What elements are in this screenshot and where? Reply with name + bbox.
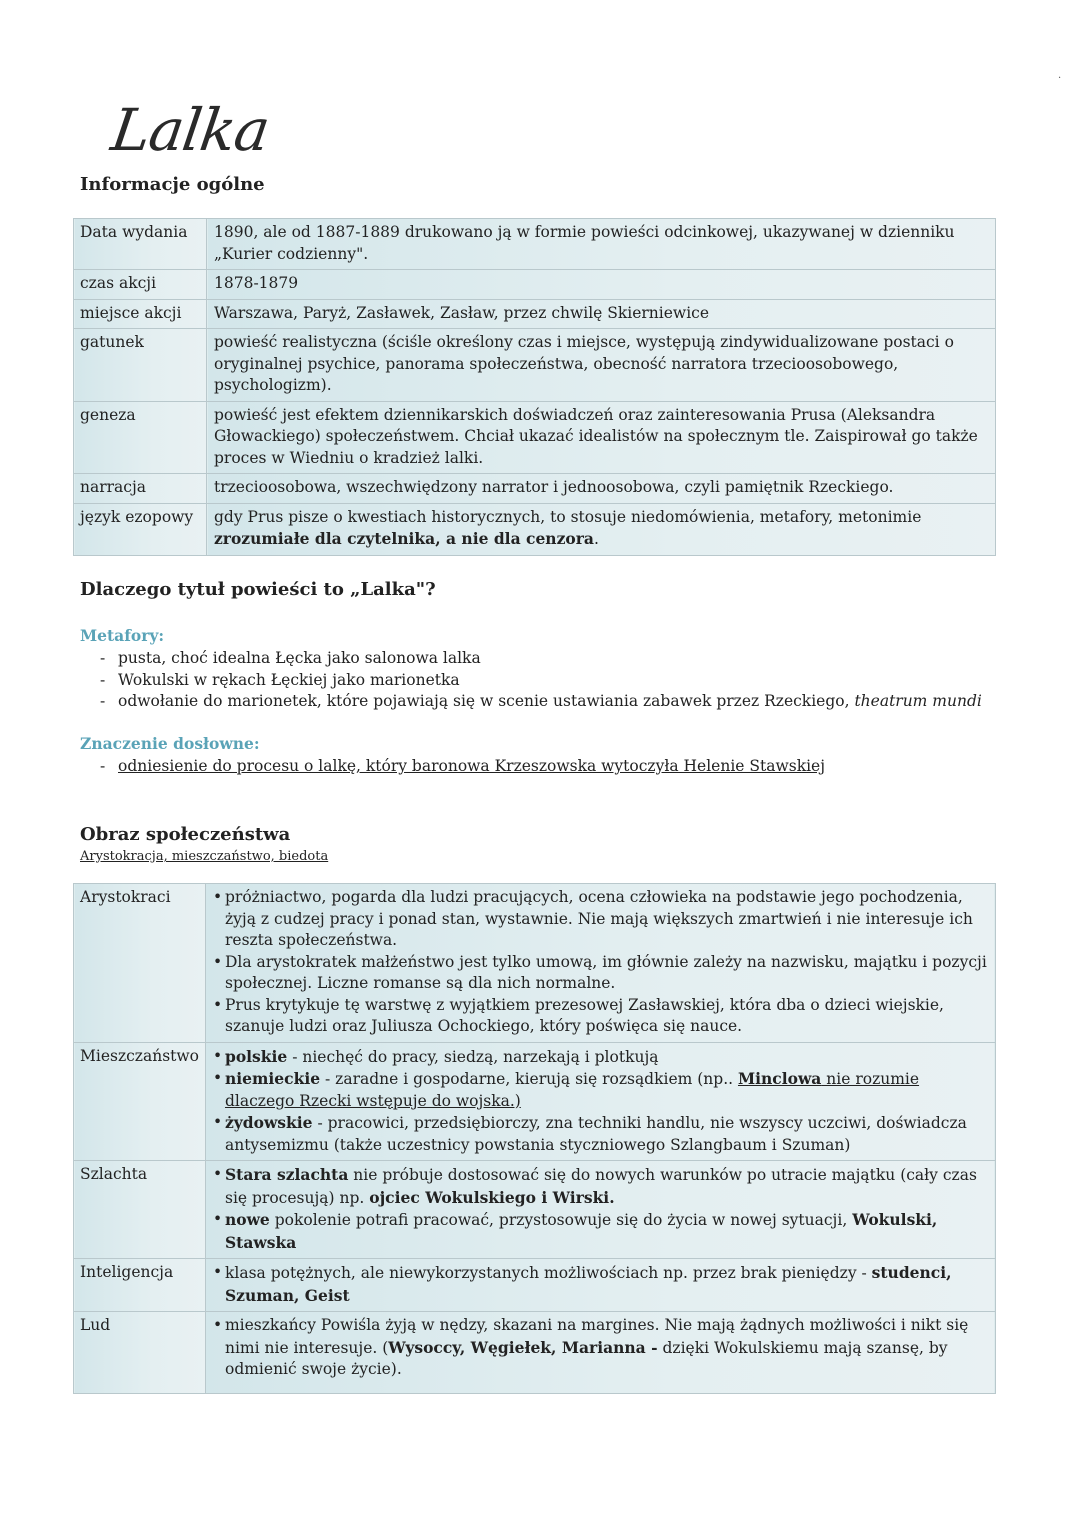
table-row (74, 270, 996, 300)
table-row (74, 299, 996, 329)
table-row (74, 1042, 996, 1161)
row-label: miejsce akcji (74, 299, 207, 329)
row-label: Inteligencja (74, 1259, 206, 1312)
metaphors-list (98, 648, 982, 713)
info-table (73, 218, 996, 556)
value-text: . (593, 530, 599, 548)
value-text: gdy Prus pisze o kwestiach historycznych, to stosuje niedomówienia, metafory, metonimie (214, 507, 922, 526)
list-item (98, 756, 825, 778)
list-item: - pusta, choć idealna Łęcka jako salonowa lalka (98, 648, 982, 670)
row-label: Data wydania (74, 219, 207, 270)
row-value (205, 1259, 995, 1312)
row-value (205, 1042, 995, 1161)
table-row (74, 474, 996, 504)
bullet-item: • próżniactwo, pogarda dla ludzi pracujących, ocena człowieka na podstawie jego pochodzenia, żyją z cudzej pracy i ponad stan, wystawnie. Nie mają większych zmartwień i nie interesuje ich reszta społeczeństwa. (212, 888, 973, 949)
row-value (205, 884, 995, 1043)
value-bold: zrozumiałe dla czytelnika, a nie dla cenzora (214, 529, 594, 548)
row-value (205, 1312, 995, 1394)
list-item-text: odniesienie do procesu o lalkę, który baronowa Krzeszowska wytoczyła Helenie Stawskiej (118, 757, 826, 775)
row-value: powieść jest efektem dziennikarskich doświadczeń oraz zainteresowania Prusa (Aleksandra Głowackiego) społeczeństwem. Chciał ukazać idealistów na społecznym tle. Zaispirował go także proces w Wiedniu o kradzież lalki. (207, 401, 996, 474)
literal-meaning-label: Znaczenie dosłowne: (80, 734, 260, 753)
section-subtitle: Arystokracja, mieszczaństwo, biedota (80, 849, 329, 864)
bullet-item: • Stara szlachta nie próbuje dostosować się do nowych warunków po utracie majątku (cały czas się procesują) np. ojciec Wokulskiego i Wirski. (212, 1165, 977, 1207)
list-item: - Wokulski w rękach Łęckiej jako marionetka (98, 670, 982, 692)
table-row (74, 1312, 996, 1394)
row-value (205, 1161, 995, 1259)
row-value (207, 503, 996, 555)
row-label: geneza (74, 401, 207, 474)
table-row (74, 1259, 996, 1312)
bullet-item: • mieszkańcy Powiśla żyją w nędzy, skazani na margines. Nie mają żądnych możliwości i nikt się nimi nie interesuje. (Wysoccy, Węgiełek, Marianna - dzięki Wokulskiemu mają szansę, by odmienić swoje życie). (212, 1316, 969, 1378)
bullet-item: • nowe pokolenie potrafi pracować, przystosowuje się do życia w nowej sytuacji, Wokulski, Stawska (212, 1210, 938, 1252)
row-value: Warszawa, Paryż, Zasławek, Zasław, przez chwilę Skierniewice (207, 299, 996, 329)
table-row (74, 329, 996, 402)
row-label: Szlachta (74, 1161, 206, 1259)
bullet-item: • niemieckie - zaradne i gospodarne, kierują się rozsądkiem (np.. Minclowa nie rozumie dlaczego Rzecki wstępuje do wojska.) (212, 1069, 920, 1110)
row-label: narracja (74, 474, 207, 504)
list-item (98, 691, 982, 713)
row-value: trzecioosobowa, wszechwiędzony narrator i jednoosobowa, czyli pamiętnik Rzeckiego. (207, 474, 996, 504)
list-item-italic: theatrum mundi (854, 692, 982, 710)
table-row (74, 884, 996, 1043)
row-value: 1890, ale od 1887-1889 drukowano ją w formie powieści odcinkowej, ukazywanej w dzienniku „Kurier codzienny". (207, 219, 996, 270)
metaphors-label: Metafory: (80, 626, 165, 645)
table-row (74, 219, 996, 270)
section-heading-info: Informacje ogólne (80, 174, 265, 195)
bullet-item: • polskie - niechęć do pracy, siedzą, narzekają i plotkują (212, 1046, 659, 1066)
section-heading-society: Obraz społeczeństwa (80, 824, 291, 845)
table-row (74, 1161, 996, 1259)
section-heading-title-meaning: Dlaczego tytuł powieści to „Lalka"? (80, 579, 436, 600)
list-item-text: odwołanie do marionetek, które pojawiają się w scenie ustawiania zabawek przez Rzeckiego, (118, 692, 855, 710)
row-value: 1878-1879 (207, 270, 996, 300)
bullet-item: • klasa potężnych, ale niewykorzystanych możliwościach np. przez brak pieniędzy - studenci, Szuman, Geist (212, 1263, 952, 1305)
row-label: Arystokraci (74, 884, 206, 1043)
society-table (73, 883, 996, 1394)
literal-meaning-list (98, 756, 825, 778)
title-logo: Lalka (107, 96, 274, 164)
row-label: język ezopowy (74, 503, 207, 555)
corner-mark: . (1058, 70, 1062, 81)
row-label: Mieszczaństwo (74, 1042, 206, 1161)
table-row (74, 503, 996, 555)
row-label: gatunek (74, 329, 207, 402)
bullet-item: • Prus krytykuje tę warstwę z wyjątkiem prezesowej Zasławskiej, która dba o dzieci wiejskie, szanuje ludzi oraz Juliusza Ochockiego, który poświęca się nauce. (212, 995, 944, 1035)
table-row (74, 401, 996, 474)
bullet-item: • żydowskie - pracowici, przedsiębiorczy, zna techniki handlu, nie wszyscy uczciwi, doświadcza antysemizmu (także uczestnicy powstania styczniowego Szlangbaum i Szuman) (212, 1113, 967, 1154)
bullet-item: • Dla arystokratek małżeństwo jest tylko umową, im głównie zależy na nazwisku, majątku i pozycji społecznej. Liczne romanse są dla nich normalne. (212, 952, 987, 992)
row-label: Lud (74, 1312, 206, 1394)
row-label: czas akcji (74, 270, 207, 300)
row-value: powieść realistyczna (ściśle określony czas i miejsce, występują zindywidualizowane postaci o oryginalnej psychice, panorama społeczeństwa, obecność narratora trzecioosobowego, psychologizm). (207, 329, 996, 402)
